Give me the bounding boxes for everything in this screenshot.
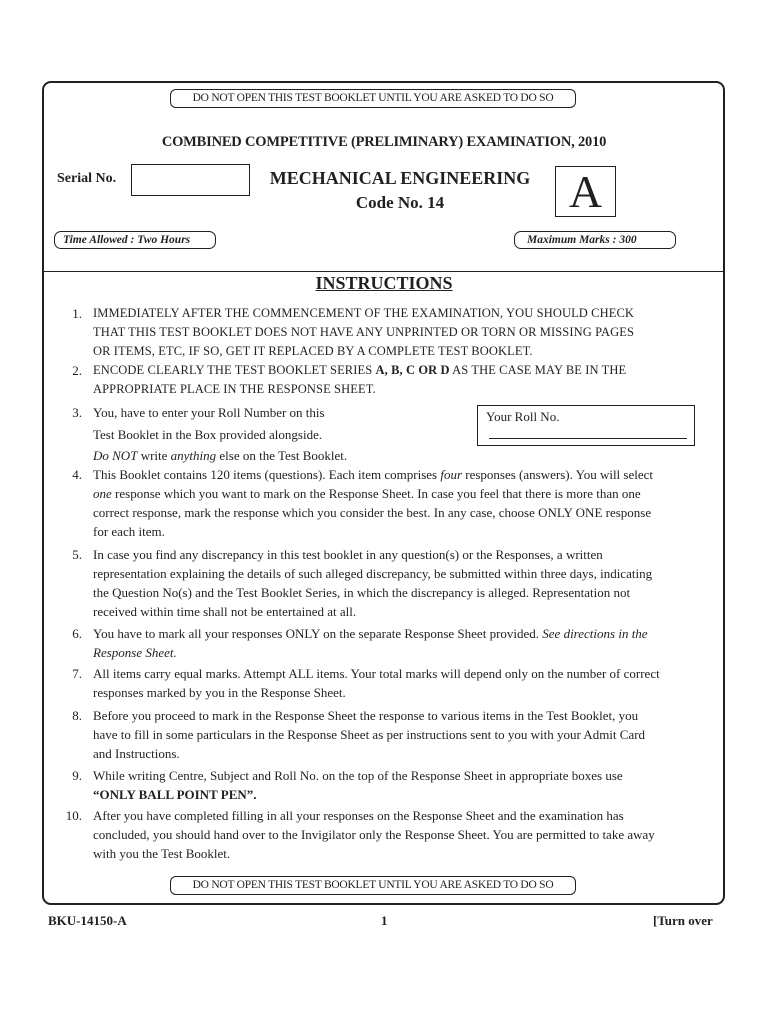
item-text: You have to mark all your responses ONLY on the separate Response Sheet provided. [93,626,543,641]
item-text-italic: See directions in the [542,626,648,641]
item-line: All items carry equal marks. Attempt ALL items. Your total marks will depend only on the number of correct [93,666,660,681]
item-number: 4. [72,467,82,482]
item-number: 1. [72,306,82,321]
item-line: While writing Centre, Subject and Roll No. on the top of the Response Sheet in appropriate boxes use [93,768,623,783]
item-text-italic: four [440,467,463,482]
item-line: for each item. [93,524,165,539]
instructions-heading: INSTRUCTIONS [315,273,453,293]
item-text-italic: one [93,486,112,501]
bottom-notice: DO NOT OPEN THIS TEST BOOKLET UNTIL YOU ARE ASKED TO DO SO [170,876,576,895]
item-text: This Booklet contains 120 items (questions). Each item comprises [93,467,441,482]
subject-title: MECHANICAL ENGINEERING [269,168,531,188]
item-text: response which you want to mark on the Response Sheet. In case you feel that there is more than one [111,486,641,501]
item-line: Test Booklet in the Box provided alongside. [93,426,323,442]
subject-code: Code No. 14 [355,193,445,212]
top-notice: DO NOT OPEN THIS TEST BOOKLET UNTIL YOU ARE ASKED TO DO SO [170,89,576,108]
item-line: IMMEDIATELY AFTER THE COMMENCEMENT OF THE EXAMINATION, YOU SHOULD CHECK [93,306,635,320]
item-line: representation explaining the details of such alleged discrepancy, be submitted within three days, indicating [93,566,653,581]
item-number: 5. [72,547,82,562]
exam-title: COMBINED COMPETITIVE (PRELIMINARY) EXAMINATION, 2010 [161,134,607,150]
item-line: In case you find any discrepancy in this test booklet in any question(s) or the Responses, a written [93,547,603,562]
item-line: responses marked by you in the Response Sheet. [93,685,346,700]
item-text-bold: A, B, C OR D [375,363,450,377]
item-text: write [137,448,171,463]
serial-number-box [131,164,250,196]
item-line: Before you proceed to mark in the Response Sheet the response to various items in the Test Booklet, you [93,708,639,723]
item-line: After you have completed filling in all your responses on the Response Sheet and the examination has [93,808,624,823]
item-line: the Question No(s) and the Test Booklet Series, in which the discrepancy is alleged. Representation not [93,585,631,600]
item-line: OR ITEMS, ETC, IF SO, GET IT REPLACED BY A COMPLETE TEST BOOKLET. [93,344,533,358]
item-line: and Instructions. [93,746,180,761]
roll-number-label: Your Roll No. [486,409,560,424]
roll-number-line [489,438,687,439]
item-text: responses (answers). You will select [462,467,654,482]
item-number: 10. [65,808,82,823]
item-line: concluded, you should hand over to the Invigilator only the Response Sheet. You are permitted to take away [93,827,655,842]
item-line: with you the Test Booklet. [93,846,231,861]
item-text-italic: Response Sheet. [93,645,177,660]
item-line: APPROPRIATE PLACE IN THE RESPONSE SHEET. [93,382,376,396]
page-number: 1 [381,913,388,928]
item-number: 2. [72,363,82,378]
booklet-series-box [555,166,616,217]
serial-label: Serial No. [57,171,117,186]
maximum-marks: Maximum Marks : 300 [514,231,676,249]
item-number: 3. [72,405,82,420]
item-number: 9. [72,768,82,783]
item-number: 7. [72,666,82,681]
item-text-italic: Do NOT [93,448,138,463]
booklet-code: BKU-14150-A [48,913,127,928]
time-allowed: Time Allowed : Two Hours [54,231,216,249]
turn-over: [Turn over [653,913,713,928]
item-text: else on the Test Booklet. [216,448,348,463]
item-text-bold: “ONLY BALL POINT PEN”. [93,787,257,802]
item-text-italic: anything [170,448,217,463]
item-line: received within time shall not be entertained at all. [93,604,357,619]
item-number: 8. [72,708,82,723]
roll-number-box [477,405,695,446]
item-line: correct response, mark the response which you consider the best. In any case, choose ONLY ONE response [93,505,652,520]
booklet-series: A [568,166,603,217]
item-number: 6. [72,626,82,641]
item-line: have to fill in some particulars in the Response Sheet as per instructions sent to you with your Admit Card [93,727,646,742]
item-line: THAT THIS TEST BOOKLET DOES NOT HAVE ANY UNPRINTED OR TORN OR MISSING PAGES [93,325,635,339]
item-line: You, have to enter your Roll Number on this [93,405,325,420]
item-text: AS THE CASE MAY BE IN THE [449,363,627,377]
item-text: ENCODE CLEARLY THE TEST BOOKLET SERIES [93,363,376,377]
